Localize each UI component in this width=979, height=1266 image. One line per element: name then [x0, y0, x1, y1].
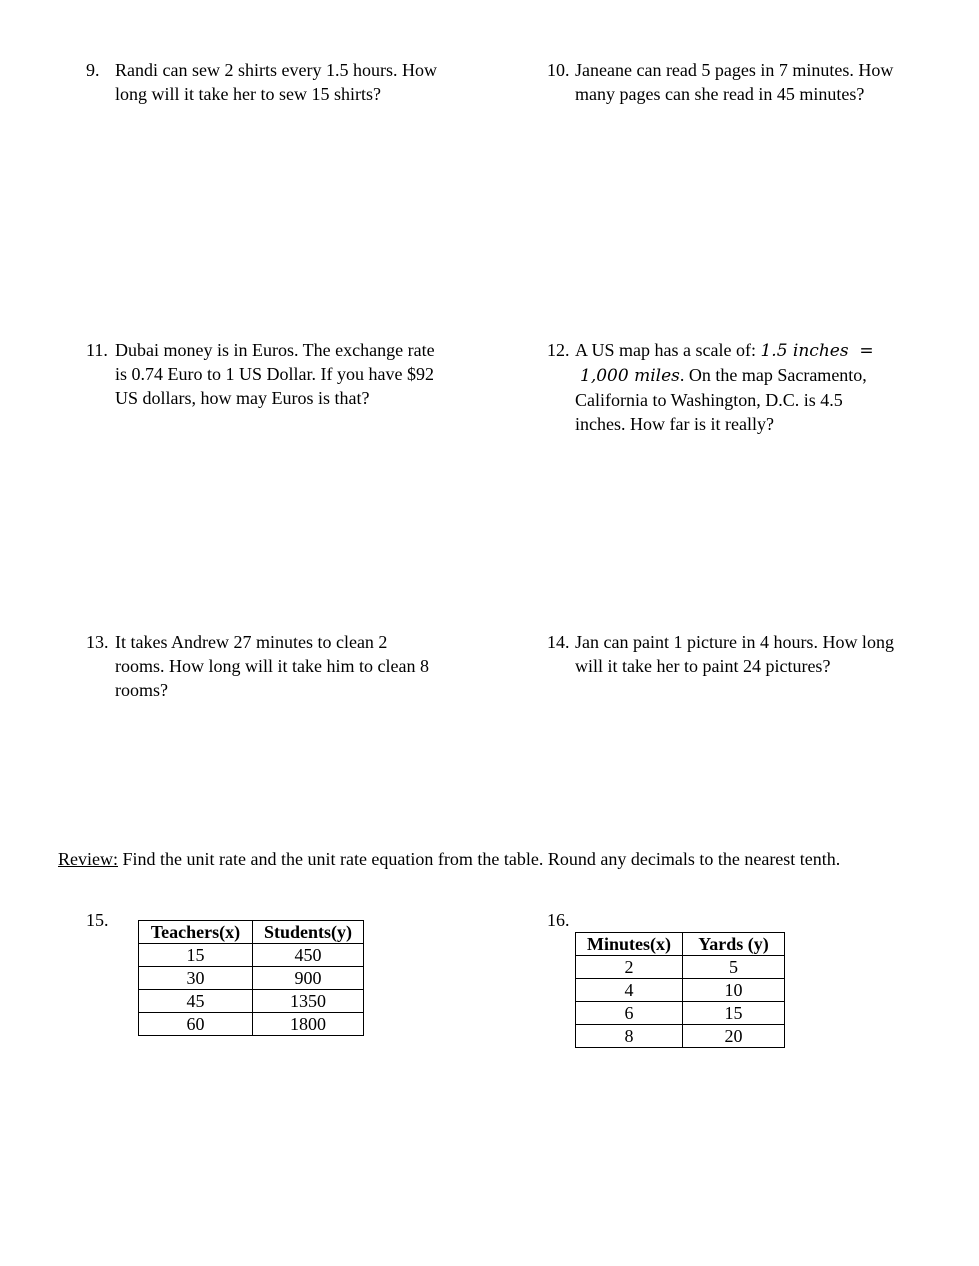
table-header-row: [576, 933, 785, 956]
problem-line: US dollars, how may Euros is that?: [115, 388, 370, 408]
table-cell: 1800: [253, 1013, 364, 1036]
minutes-yards-table: [575, 932, 785, 1048]
table-cell: 45: [139, 990, 253, 1013]
table-row: [139, 967, 364, 990]
problem-line: [575, 338, 965, 363]
review-instructions: [58, 847, 840, 871]
problem-number: 12.: [547, 340, 570, 360]
table-cell: 8: [576, 1025, 683, 1048]
problem-line: is 0.74 Euro to 1 US Dollar. If you have $92: [115, 364, 434, 384]
problem-number: 11.: [86, 340, 108, 360]
table-row: [576, 956, 785, 979]
table-row: [139, 1013, 364, 1036]
problem-line: California to Washington, D.C. is 4.5: [575, 390, 843, 410]
table-header: Yards (y): [683, 933, 785, 956]
problem-text: [575, 58, 955, 106]
table-row: [576, 979, 785, 1002]
table-header: Minutes(x): [576, 933, 683, 956]
review-text: Find the unit rate and the unit rate equation from the table. Round any decimals to the nearest tenth.: [118, 849, 841, 869]
problem-line: Janeane can read 5 pages in 7 minutes. How: [575, 60, 894, 80]
problem-line: rooms?: [115, 680, 168, 700]
table-row: [576, 1025, 785, 1048]
problem-number: 13.: [86, 632, 109, 652]
table-cell: 4: [576, 979, 683, 1002]
table-cell: 10: [683, 979, 785, 1002]
table-header-row: [139, 921, 364, 944]
table-cell: 1350: [253, 990, 364, 1013]
table-cell: 6: [576, 1002, 683, 1025]
table-cell: 30: [139, 967, 253, 990]
problem-line: rooms. How long will it take him to clean 8: [115, 656, 429, 676]
table-cell: 15: [683, 1002, 785, 1025]
table-row: [576, 1002, 785, 1025]
problem-line: inches. How far is it really?: [575, 414, 774, 434]
problem-line: Randi can sew 2 shirts every 1.5 hours. How: [115, 60, 437, 80]
table-cell: 2: [576, 956, 683, 979]
table-cell: 900: [253, 967, 364, 990]
table-cell: 5: [683, 956, 785, 979]
problem-text: [115, 338, 495, 410]
problem-number-16: 16.: [547, 910, 570, 930]
table-cell: 15: [139, 944, 253, 967]
scale-formula: 1.5 inches =: [760, 341, 874, 361]
problem-line: It takes Andrew 27 minutes to clean 2: [115, 632, 388, 652]
table-cell: 20: [683, 1025, 785, 1048]
table-header: Students(y): [253, 921, 364, 944]
problem-line: many pages can she read in 45 minutes?: [575, 84, 865, 104]
problem-line: Jan can paint 1 picture in 4 hours. How long: [575, 632, 894, 652]
problem-line-text: . On the map Sacramento,: [679, 365, 867, 385]
table-row: [139, 944, 364, 967]
review-label: Review:: [58, 849, 118, 869]
problem-number-15: 15.: [86, 910, 109, 930]
problem-text: [575, 630, 965, 678]
table-header: Teachers(x): [139, 921, 253, 944]
problem-line: long will it take her to sew 15 shirts?: [115, 84, 381, 104]
table-row: [139, 990, 364, 1013]
problem-number: 10.: [547, 60, 570, 80]
problem-text: [575, 338, 965, 436]
problem-text: [115, 630, 495, 702]
table-cell: 60: [139, 1013, 253, 1036]
problem-number: 14.: [547, 632, 570, 652]
teachers-students-table: [138, 920, 364, 1036]
scale-formula-miles: 1,000 miles: [580, 366, 680, 386]
problem-line: will it take her to paint 24 pictures?: [575, 656, 831, 676]
problem-line-text: A US map has a scale of:: [575, 340, 761, 360]
table-cell: 450: [253, 944, 364, 967]
problem-text: [115, 58, 495, 106]
problem-line: Dubai money is in Euros. The exchange rate: [115, 340, 435, 360]
problem-number: 9.: [86, 60, 100, 80]
problem-line: [575, 363, 965, 388]
